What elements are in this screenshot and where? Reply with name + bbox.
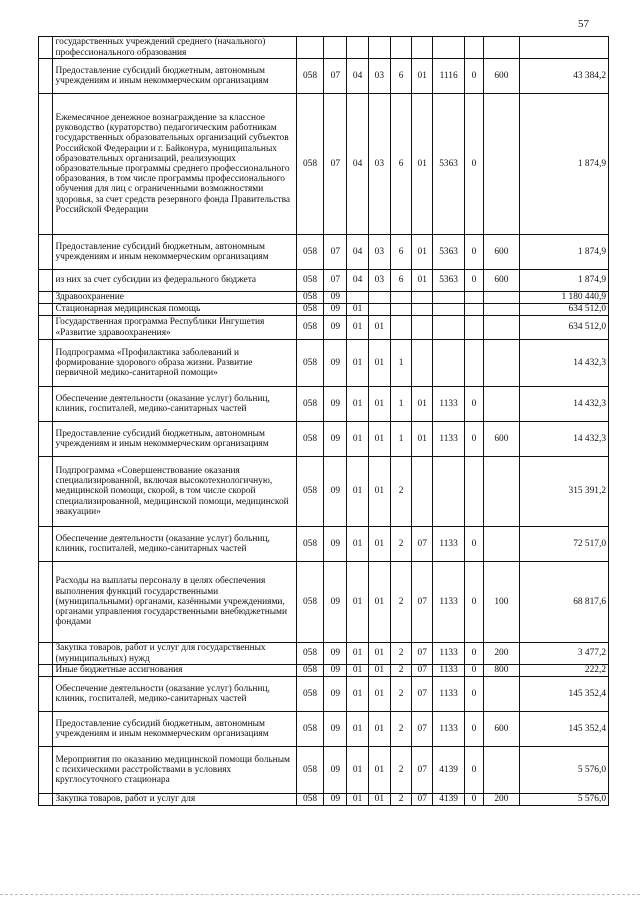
row-code-c8: 0	[465, 422, 484, 457]
table-row	[39, 747, 609, 794]
row-code-c9	[483, 316, 519, 340]
row-code-c6: 07	[412, 562, 433, 643]
row-margin-cell	[39, 422, 53, 457]
row-code-c4: 03	[368, 235, 390, 270]
row-amount: 14 432,3	[519, 387, 608, 422]
row-margin-cell	[39, 270, 53, 292]
row-code-c8: 0	[465, 677, 484, 712]
row-code-c4: 01	[368, 677, 390, 712]
row-code-c2: 09	[324, 677, 347, 712]
row-code-c1: 058	[296, 457, 324, 527]
row-name: Ежемесячное денежное вознаграждение за классное руководство (кураторство) педагогическим работникам государственных образовательных организаций субъектов Российской Федерации и г. Байконура, муниципальных образовательных организаций, реализующих образовательные программы среднего профессионального образования, в том числе программы профессионального обучения для лиц с ограниченными возможностями здоровья, за счет средств резервного фонда Правительства Российской Федерации	[53, 94, 296, 235]
row-code-c7: 1133	[433, 712, 465, 747]
row-code-c6: 07	[412, 747, 433, 794]
row-code-c1: 058	[296, 304, 324, 316]
row-code-c4: 01	[368, 712, 390, 747]
row-code-c7: 1116	[433, 59, 465, 94]
row-name: Закупка товаров, работ и услуг для государственных (муниципальных) нужд	[53, 643, 296, 665]
table-row	[39, 59, 609, 94]
row-code-c7	[433, 292, 465, 304]
row-name: Обеспечение деятельности (оказание услуг) больниц, клиник, госпиталей, медико-санитарных частей	[53, 387, 296, 422]
row-name: Подпрограмма «Профилактика заболеваний и формирование здорового образа жизни. Развитие первичной медико-санитарной помощи»	[53, 340, 296, 387]
table-row	[39, 457, 609, 527]
row-margin-cell	[39, 665, 53, 677]
row-code-c6: 01	[412, 235, 433, 270]
row-code-c7: 1133	[433, 665, 465, 677]
row-code-c5: 2	[390, 712, 412, 747]
row-code-c2: 07	[324, 235, 347, 270]
row-code-c5: 6	[390, 59, 412, 94]
row-code-c6: 01	[412, 422, 433, 457]
row-code-c9	[483, 37, 519, 59]
row-code-c2: 07	[324, 94, 347, 235]
row-code-c5: 2	[390, 677, 412, 712]
row-code-c3: 01	[347, 304, 369, 316]
row-code-c6: 07	[412, 665, 433, 677]
row-code-c6: 01	[412, 94, 433, 235]
row-code-c3: 01	[347, 747, 369, 794]
row-code-c8	[465, 340, 484, 387]
row-amount: 145 352,4	[519, 677, 608, 712]
row-code-c1: 058	[296, 527, 324, 562]
row-amount: 1 874,9	[519, 270, 608, 292]
row-code-c1: 058	[296, 643, 324, 665]
row-code-c9	[483, 747, 519, 794]
row-margin-cell	[39, 292, 53, 304]
row-code-c3: 01	[347, 387, 369, 422]
row-name: Предоставление субсидий бюджетным, автономным учреждениям и иным некоммерческим организациям	[53, 422, 296, 457]
row-margin-cell	[39, 527, 53, 562]
row-code-c4: 01	[368, 643, 390, 665]
table-row	[39, 304, 609, 316]
row-name: государственных учреждений среднего (начального) профессионального образования	[53, 37, 296, 59]
row-code-c4: 01	[368, 457, 390, 527]
row-code-c1: 058	[296, 665, 324, 677]
row-margin-cell	[39, 94, 53, 235]
row-code-c5: 2	[390, 643, 412, 665]
row-amount: 634 512,0	[519, 316, 608, 340]
row-code-c7	[433, 340, 465, 387]
row-code-c8: 0	[465, 59, 484, 94]
row-code-c4: 01	[368, 387, 390, 422]
row-code-c5	[390, 316, 412, 340]
row-code-c8: 0	[465, 747, 484, 794]
row-amount: 1 180 440,9	[519, 292, 608, 304]
row-code-c2: 09	[324, 712, 347, 747]
row-code-c9	[483, 340, 519, 387]
row-code-c7	[433, 304, 465, 316]
row-code-c2: 09	[324, 316, 347, 340]
row-code-c5: 1	[390, 387, 412, 422]
row-code-c6	[412, 316, 433, 340]
row-code-c8: 0	[465, 387, 484, 422]
row-code-c4: 01	[368, 340, 390, 387]
row-margin-cell	[39, 457, 53, 527]
table-row	[39, 794, 609, 806]
row-code-c5: 1	[390, 422, 412, 457]
row-code-c8	[465, 304, 484, 316]
row-code-c3: 01	[347, 316, 369, 340]
row-amount: 68 817,6	[519, 562, 608, 643]
row-code-c1: 058	[296, 94, 324, 235]
row-code-c6	[412, 340, 433, 387]
row-name: Предоставление субсидий бюджетным, автономным учреждениям и иным некоммерческим организациям	[53, 712, 296, 747]
row-code-c6: 07	[412, 643, 433, 665]
row-amount: 145 352,4	[519, 712, 608, 747]
row-code-c3: 01	[347, 677, 369, 712]
row-name: Подпрограмма «Совершенствование оказания специализированной, включая высокотехнологичную, медицинской помощи, скорой, в том числе скорой специализированной, медицинской помощи, медицинской эвакуации»	[53, 457, 296, 527]
row-code-c6	[412, 37, 433, 59]
row-name: Иные бюджетные ассигнования	[53, 665, 296, 677]
page-bottom-edge	[0, 894, 640, 895]
row-code-c8	[465, 292, 484, 304]
row-code-c9: 200	[483, 794, 519, 806]
row-amount: 14 432,3	[519, 340, 608, 387]
row-margin-cell	[39, 677, 53, 712]
row-code-c9: 600	[483, 235, 519, 270]
row-code-c4	[368, 292, 390, 304]
row-code-c3: 01	[347, 562, 369, 643]
row-code-c2: 09	[324, 422, 347, 457]
row-code-c8: 0	[465, 712, 484, 747]
row-code-c4: 01	[368, 665, 390, 677]
row-code-c5: 2	[390, 794, 412, 806]
row-name: Обеспечение деятельности (оказание услуг) больниц, клиник, госпиталей, медико-санитарных частей	[53, 527, 296, 562]
row-code-c5: 2	[390, 562, 412, 643]
row-code-c1: 058	[296, 422, 324, 457]
row-code-c9	[483, 94, 519, 235]
row-code-c1: 058	[296, 387, 324, 422]
row-code-c4: 01	[368, 316, 390, 340]
row-code-c2: 09	[324, 527, 347, 562]
row-margin-cell	[39, 794, 53, 806]
row-code-c6: 01	[412, 59, 433, 94]
row-code-c8: 0	[465, 527, 484, 562]
row-code-c6	[412, 292, 433, 304]
row-code-c7: 1133	[433, 562, 465, 643]
row-code-c7: 5363	[433, 235, 465, 270]
row-code-c1: 058	[296, 316, 324, 340]
row-code-c4: 01	[368, 747, 390, 794]
row-code-c3: 01	[347, 665, 369, 677]
row-code-c9: 600	[483, 422, 519, 457]
row-code-c5: 6	[390, 270, 412, 292]
table-row	[39, 422, 609, 457]
row-amount: 5 576,0	[519, 794, 608, 806]
row-name: из них за счет субсидии из федерального бюджета	[53, 270, 296, 292]
row-code-c9: 800	[483, 665, 519, 677]
row-code-c1: 058	[296, 59, 324, 94]
row-code-c8: 0	[465, 235, 484, 270]
table-row	[39, 665, 609, 677]
row-code-c8: 0	[465, 94, 484, 235]
row-code-c4: 03	[368, 59, 390, 94]
row-code-c1: 058	[296, 747, 324, 794]
table-row	[39, 94, 609, 235]
row-code-c3	[347, 37, 369, 59]
row-code-c7: 1133	[433, 643, 465, 665]
row-code-c2: 09	[324, 562, 347, 643]
row-code-c7: 5363	[433, 94, 465, 235]
table-row	[39, 235, 609, 270]
row-code-c9: 600	[483, 712, 519, 747]
row-code-c6	[412, 457, 433, 527]
row-code-c3: 01	[347, 340, 369, 387]
row-amount: 72 517,0	[519, 527, 608, 562]
table-row	[39, 387, 609, 422]
row-code-c5: 2	[390, 665, 412, 677]
row-code-c1: 058	[296, 562, 324, 643]
row-code-c2: 09	[324, 643, 347, 665]
row-name: Мероприятия по оказанию медицинской помощи больным с психическими расстройствами в условиях круглосуточного стационара	[53, 747, 296, 794]
row-margin-cell	[39, 562, 53, 643]
row-code-c4: 01	[368, 527, 390, 562]
row-code-c6	[412, 304, 433, 316]
row-margin-cell	[39, 59, 53, 94]
row-code-c9: 200	[483, 643, 519, 665]
row-name: Предоставление субсидий бюджетным, автономным учреждениям и иным некоммерческим организациям	[53, 235, 296, 270]
row-margin-cell	[39, 340, 53, 387]
row-name: Стационарная медицинская помощь	[53, 304, 296, 316]
row-code-c3: 04	[347, 94, 369, 235]
row-name: Государственная программа Республики Ингушетия «Развитие здравоохранения»	[53, 316, 296, 340]
row-code-c9	[483, 387, 519, 422]
row-code-c7: 1133	[433, 677, 465, 712]
row-code-c9	[483, 527, 519, 562]
row-amount: 1 874,9	[519, 235, 608, 270]
row-margin-cell	[39, 387, 53, 422]
row-margin-cell	[39, 37, 53, 59]
row-code-c3: 01	[347, 457, 369, 527]
row-code-c5	[390, 37, 412, 59]
row-code-c3: 04	[347, 59, 369, 94]
row-name: Здравоохранение	[53, 292, 296, 304]
row-code-c1: 058	[296, 235, 324, 270]
row-code-c8: 0	[465, 665, 484, 677]
row-code-c7: 1133	[433, 422, 465, 457]
row-code-c1: 058	[296, 712, 324, 747]
row-code-c4: 01	[368, 422, 390, 457]
row-amount: 3 477,2	[519, 643, 608, 665]
row-amount: 222,2	[519, 665, 608, 677]
row-code-c4: 01	[368, 562, 390, 643]
row-code-c2: 09	[324, 340, 347, 387]
row-code-c6: 07	[412, 527, 433, 562]
row-code-c4	[368, 304, 390, 316]
row-code-c1: 058	[296, 677, 324, 712]
row-code-c7: 1133	[433, 387, 465, 422]
row-code-c2: 09	[324, 794, 347, 806]
row-code-c7	[433, 457, 465, 527]
row-margin-cell	[39, 316, 53, 340]
table-row	[39, 527, 609, 562]
row-code-c1: 058	[296, 270, 324, 292]
row-code-c3: 01	[347, 794, 369, 806]
row-margin-cell	[39, 643, 53, 665]
row-margin-cell	[39, 712, 53, 747]
row-code-c2: 09	[324, 304, 347, 316]
row-amount: 315 391,2	[519, 457, 608, 527]
table-row	[39, 340, 609, 387]
row-code-c5: 2	[390, 457, 412, 527]
row-code-c8: 0	[465, 270, 484, 292]
row-code-c4: 03	[368, 270, 390, 292]
row-code-c1: 058	[296, 794, 324, 806]
row-code-c8: 0	[465, 562, 484, 643]
row-amount	[519, 37, 608, 59]
row-margin-cell	[39, 235, 53, 270]
row-amount: 5 576,0	[519, 747, 608, 794]
table-row	[39, 643, 609, 665]
row-code-c6: 07	[412, 794, 433, 806]
row-code-c5: 2	[390, 747, 412, 794]
page-number: 57	[578, 18, 589, 30]
row-name: Расходы на выплаты персоналу в целях обеспечения выполнения функций государственными (муниципальными) органами, казёнными учреждениями, органами управления государственными внебюджетными фондами	[53, 562, 296, 643]
row-code-c7: 4139	[433, 794, 465, 806]
row-code-c5	[390, 304, 412, 316]
table-row	[39, 270, 609, 292]
table-row	[39, 712, 609, 747]
row-amount: 634 512,0	[519, 304, 608, 316]
table-row	[39, 292, 609, 304]
row-code-c7: 1133	[433, 527, 465, 562]
row-code-c4	[368, 37, 390, 59]
row-code-c7	[433, 37, 465, 59]
row-code-c2: 09	[324, 292, 347, 304]
row-code-c7: 4139	[433, 747, 465, 794]
row-name: Закупка товаров, работ и услуг для	[53, 794, 296, 806]
row-code-c9: 600	[483, 270, 519, 292]
row-code-c1	[296, 37, 324, 59]
row-code-c5	[390, 292, 412, 304]
row-code-c3: 04	[347, 270, 369, 292]
row-code-c5: 6	[390, 235, 412, 270]
row-code-c2: 09	[324, 457, 347, 527]
row-code-c4: 03	[368, 94, 390, 235]
row-code-c9: 600	[483, 59, 519, 94]
table-row	[39, 316, 609, 340]
row-code-c8	[465, 316, 484, 340]
row-code-c5: 2	[390, 527, 412, 562]
row-code-c3: 01	[347, 527, 369, 562]
row-amount: 43 384,2	[519, 59, 608, 94]
row-code-c7	[433, 316, 465, 340]
table-row	[39, 37, 609, 59]
row-code-c1: 058	[296, 292, 324, 304]
row-code-c4: 01	[368, 794, 390, 806]
row-margin-cell	[39, 304, 53, 316]
row-code-c6: 01	[412, 387, 433, 422]
row-code-c2: 09	[324, 665, 347, 677]
row-code-c5: 1	[390, 340, 412, 387]
row-code-c1: 058	[296, 340, 324, 387]
row-code-c7: 5363	[433, 270, 465, 292]
row-code-c6: 07	[412, 677, 433, 712]
table-row	[39, 677, 609, 712]
table-row	[39, 562, 609, 643]
row-amount: 14 432,3	[519, 422, 608, 457]
row-code-c3: 01	[347, 643, 369, 665]
row-code-c9	[483, 457, 519, 527]
row-name: Обеспечение деятельности (оказание услуг) больниц, клиник, госпиталей, медико-санитарных частей	[53, 677, 296, 712]
row-name: Предоставление субсидий бюджетным, автономным учреждениям и иным некоммерческим организациям	[53, 59, 296, 94]
row-code-c6: 01	[412, 270, 433, 292]
row-code-c2: 09	[324, 747, 347, 794]
row-code-c9	[483, 304, 519, 316]
row-code-c8: 0	[465, 643, 484, 665]
row-margin-cell	[39, 747, 53, 794]
row-code-c9	[483, 292, 519, 304]
row-code-c2	[324, 37, 347, 59]
row-code-c6: 07	[412, 712, 433, 747]
row-code-c8	[465, 37, 484, 59]
table-body	[39, 37, 609, 806]
row-code-c3	[347, 292, 369, 304]
row-code-c3: 01	[347, 422, 369, 457]
row-code-c2: 07	[324, 270, 347, 292]
row-code-c2: 07	[324, 59, 347, 94]
row-code-c8	[465, 457, 484, 527]
row-code-c5: 6	[390, 94, 412, 235]
row-code-c8: 0	[465, 794, 484, 806]
row-code-c9	[483, 677, 519, 712]
budget-table	[38, 36, 609, 806]
row-code-c2: 09	[324, 387, 347, 422]
row-code-c3: 01	[347, 712, 369, 747]
row-amount: 1 874,9	[519, 94, 608, 235]
row-code-c3: 04	[347, 235, 369, 270]
row-code-c9: 100	[483, 562, 519, 643]
